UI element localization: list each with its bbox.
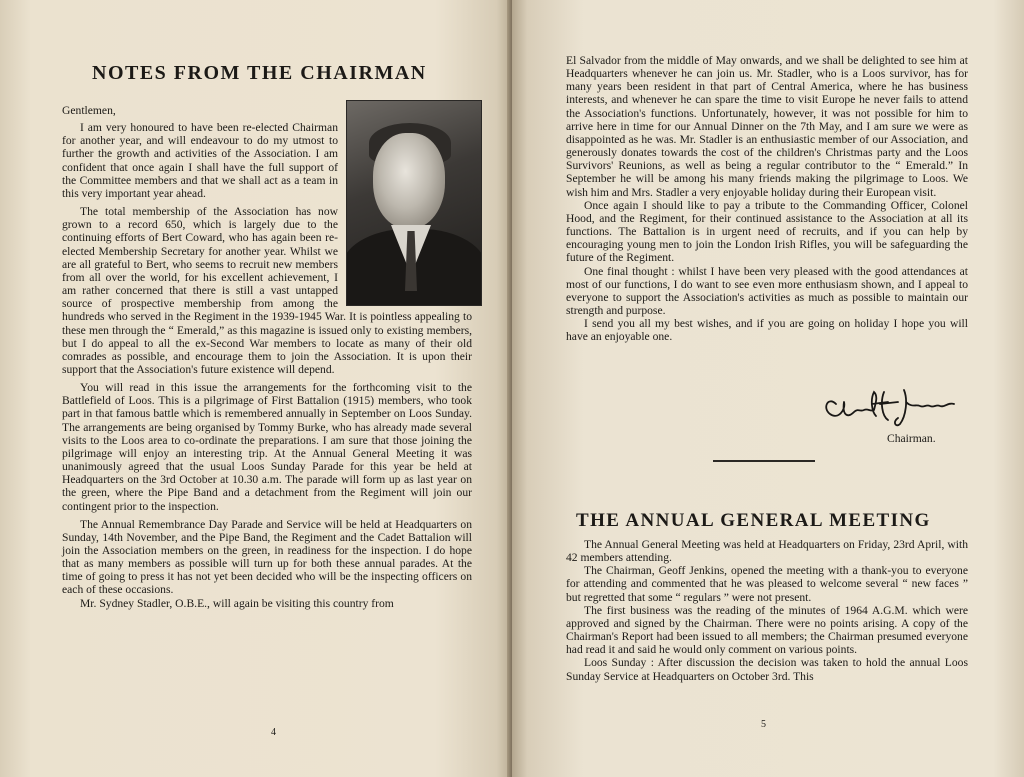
paragraph: The Annual General Meeting was held at Headquarters on Friday, 23rd April, with 42 members attending.: [566, 538, 968, 565]
agm-body: [566, 538, 968, 683]
handwritten-signature: [818, 382, 958, 430]
paragraph: I am very honoured to have been re-elected Chairman for another year, and will endeavour to do my utmost to further the growth and activities of the Association. I am confident that once again I shall have the full support of the Committee members and that we shall act as a team in this very important year ahead.: [62, 121, 338, 200]
paragraph: One final thought : whilst I have been very pleased with the good attendances at most of our functions, I do want to see even more enthusiasm shown, and I appeal to everyone to support the Association's activities as much as possible to maintain our strength and purpose.: [566, 264, 968, 317]
right-page: [512, 0, 1024, 777]
paragraph: El Salvador from the middle of May onwards, and we shall be delighted to see him at Headquarters whenever he can join us. Mr. Stadler, who is a Loos survivor, has for many years been resident in that part of Central America, where he has business interests, and whenever he can spare the time to visit Europe he never fails to attend the Association's functions. Unfortunately, however, it was not possible for him to arrive here in time for our Annual Dinner on the 7th May, and I am sure we were as disappointed as he was. Mr. Stadler is an enthusiastic member of our Association, and generously donates towards the cost of the children's Christmas party and the Loos Survivors' Reunions, as well as being a regular contributor to the “ Emerald.” In September he will be among his many friends making the pilgrimage to Loos. We wish him and Mrs. Stadler a very enjoyable holiday during their European visit.: [566, 54, 968, 199]
agm-section-title: THE ANNUAL GENERAL MEETING: [576, 510, 931, 531]
paragraph: You will read in this issue the arrangements for the forthcoming visit to the Battlefield of Loos. This is a pilgrimage of First Battalion (1915) members, who took part in that famous battle which is remembered annually in September on Loos Sunday. The arrangements are being organised by Tommy Burke, who has already made several visits to the Loos area to co-ordinate the preparations. I am sure that those joining the pilgrimage will enjoy an interesting trip. At the Annual General Meeting it was unanimously agreed that the usual Loos Sunday Parade for this year be held at Headquarters on the 3rd October at 10.30 a.m. The parade will form up as last year on the green, where the Pipe Band and a detachment from the Regiment will join our contingent prior to the inspection.: [62, 381, 472, 513]
page-number: 5: [761, 719, 766, 730]
paragraph: The Chairman, Geoff Jenkins, opened the meeting with a thank-you to everyone for attending and commented that he was pleased to welcome several “ new faces ” but regretted that some “ regulars ” were not present.: [566, 564, 968, 604]
page-number: 4: [271, 727, 276, 738]
page-title: NOTES FROM THE CHAIRMAN: [92, 62, 427, 84]
paragraph: Once again I should like to pay a tribute to the Commanding Officer, Colonel Hood, and the Regiment, for their continued assistance to the Association at all its functions. The Battalion is in urgent need of recruits, and if you can help by encouraging young men to join the London Irish Rifles, you will be safeguarding the future of the Regiment.: [566, 198, 968, 265]
paragraph: The Annual Remembrance Day Parade and Service will be held at Headquarters on Sunday, 14th November, and the Pipe Band, the Regiment and the Cadet Battalion will join the Association members on the green, in readiness for the inspection. I do hope that as many members as possible will turn up for both these annual parades. At the time of going to press it has not yet been decided who will be the inspecting officers on each of these occasions.: [62, 517, 472, 597]
chairman-notes-body: [62, 104, 472, 610]
paragraph: I send you all my best wishes, and if you are going on holiday I hope you will have an enjoyable one.: [566, 317, 968, 344]
salutation: Gentlemen,: [62, 104, 116, 117]
paragraph: The first business was the reading of the minutes of 1964 A.G.M. which were approved and signed by the Chairman. There were no points arising. A copy of the Chairman's Report had been issued to all members; the Chairman presumed everyone had read it and said he would only comment on various points.: [566, 603, 968, 657]
portrait-face: [373, 133, 445, 229]
chairman-portrait-photo: [346, 100, 482, 306]
paragraph: Mr. Sydney Stadler, O.B.E., will again be visiting this country from: [80, 596, 394, 610]
section-divider: [713, 460, 815, 462]
signoff-title: Chairman.: [887, 432, 936, 445]
paragraph: The total membership of the Association has now grown to a record 650, which is largely due to the continuing efforts of Bert Coward, who has again been re-elected Membership Secretary for another year. Whilst we are all grateful to Bert, who seems to recruit new members from all over the world, for his excellent achievement, I am rather concerned that there is still a vast untapped source of prospective membership from among the hundreds who served in the Regiment in the 1939-1945 War. It is pointless appealing to these men through the “ Emerald,” as this magazine is issued only to existing members, but I do appeal to all the ex-Second War members to locate as many of their old comrades as possible, and encourage them to join the Association. It is upon their support that the Association's future existence will depend.: [62, 205, 472, 376]
paragraph: Loos Sunday : After discussion the decision was taken to hold the annual Loos Sunday Service at Headquarters on October 3rd. This: [566, 656, 968, 683]
chairman-notes-continued: [566, 54, 968, 343]
